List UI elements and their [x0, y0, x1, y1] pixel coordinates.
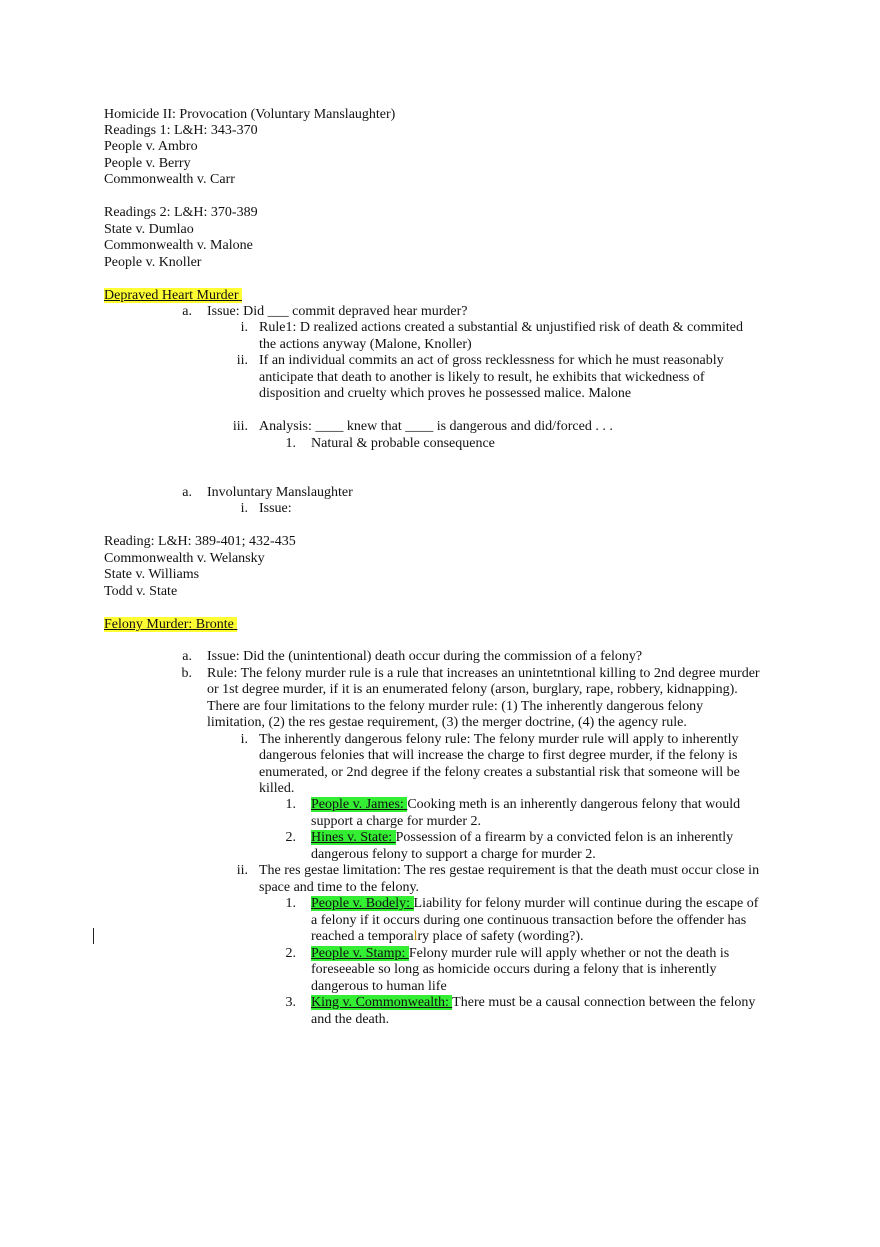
- inserted-character: l: [413, 929, 418, 944]
- list-marker: a.: [182, 485, 192, 500]
- depraved-natural: Natural & probable consequence: [311, 436, 495, 451]
- case-bodely-text: Liability for felony murder will continue during the escape of: [413, 896, 759, 911]
- case-dumlao: State v. Dumlao: [104, 222, 194, 237]
- case-stamp-line1: [311, 946, 729, 962]
- case-welansky: Commonwealth v. Welansky: [104, 551, 265, 566]
- felony-heading-text: Felony Murder: Bronte: [104, 617, 234, 632]
- case-james-name: People v. James:: [311, 797, 408, 812]
- list-marker: 1.: [285, 896, 296, 911]
- depraved-rule2-line3: disposition and cruelty which proves he possessed malice. Malone: [259, 386, 632, 401]
- case-bodely-line2: a felony if it occurs during one continuous transaction before the offender has: [311, 913, 747, 928]
- case-king-text: There must be a causal connection between the felony: [452, 995, 756, 1010]
- case-king-line2: and the death.: [311, 1012, 390, 1027]
- list-marker: i.: [240, 501, 248, 516]
- list-marker: ii.: [236, 353, 248, 368]
- case-king-line1: [311, 995, 755, 1011]
- depraved-rule2-line1: If an individual commits an act of gross recklessness for which he must reasonably: [259, 353, 724, 368]
- case-stamp-name: People v. Stamp:: [311, 946, 409, 961]
- document-title: Homicide II: Provocation (Voluntary Manslaughter): [104, 107, 396, 122]
- case-bodely-line3: reached a temporalry place of safety (wording?).: [311, 929, 584, 944]
- case-williams: State v. Williams: [104, 567, 200, 582]
- list-marker: 2.: [285, 830, 296, 845]
- text-cursor: [93, 928, 94, 944]
- list-marker: i.: [240, 732, 248, 747]
- case-hines-line1: [311, 830, 733, 846]
- list-marker: 1.: [285, 436, 296, 451]
- case-hines-text: Possession of a firearm by a convicted felon is an inherently: [395, 830, 734, 845]
- case-stamp-text: Felony murder rule will apply whether or not the death is: [408, 946, 730, 961]
- list-marker: iii.: [232, 419, 248, 434]
- case-james-line2: support a charge for murder 2.: [311, 814, 482, 829]
- case-james-line1: [311, 797, 740, 813]
- case-james-text: Cooking meth is an inherently dangerous felony that would: [407, 797, 741, 812]
- list-marker: ii.: [236, 863, 248, 878]
- case-king-name: King v. Commonwealth:: [311, 995, 453, 1010]
- inherent-line4: killed.: [259, 781, 295, 796]
- list-marker: a.: [182, 649, 192, 664]
- case-stamp-line2: foreseeable so long as homicide occurs during a felony that is inherently: [311, 962, 717, 977]
- reading-3: Reading: L&H: 389-401; 432-435: [104, 534, 296, 549]
- involuntary-title: Involuntary Manslaughter: [207, 485, 353, 500]
- readings-2: Readings 2: L&H: 370-389: [104, 205, 258, 220]
- case-hines-name: Hines v. State:: [311, 830, 396, 845]
- depraved-rule2-line2: anticipate that death to another is likely to result, he exhibits that wickedness of: [259, 370, 705, 385]
- inherent-line3: enumerated, or 2nd degree if the felony creates a substantial risk that someone will be: [259, 765, 740, 780]
- depraved-rule1-line1: Rule1: D realized actions created a substantial & unjustified risk of death & commited: [259, 320, 744, 335]
- felony-rule-line3: There are four limitations to the felony murder rule: (1) The inherently dangerous felony: [207, 699, 704, 714]
- case-berry: People v. Berry: [104, 156, 191, 171]
- case-malone: Commonwealth v. Malone: [104, 238, 253, 253]
- felony-rule-line1: Rule: The felony murder rule is a rule that increases an unintetntional killing to 2nd degree murder: [207, 666, 760, 681]
- depraved-issue: Issue: Did ___ commit depraved hear murder?: [207, 304, 468, 319]
- depraved-rule1-line2: the actions anyway (Malone, Knoller): [259, 337, 472, 352]
- depraved-heading: [104, 288, 242, 304]
- felony-rule-line4: limitation, (2) the res gestae requirement, (3) the merger doctrine, (4) the agency rule.: [207, 715, 687, 730]
- list-marker: 1.: [285, 797, 296, 812]
- depraved-analysis: Analysis: ____ knew that ____ is dangerous and did/forced . . .: [259, 419, 613, 434]
- case-bodely-line1: [311, 896, 758, 912]
- case-carr: Commonwealth v. Carr: [104, 172, 235, 187]
- involuntary-issue: Issue:: [259, 501, 292, 516]
- felony-issue: Issue: Did the (unintentional) death occur during the commission of a felony?: [207, 649, 643, 664]
- list-marker: 3.: [285, 995, 296, 1010]
- list-marker: 2.: [285, 946, 296, 961]
- list-marker: b.: [181, 666, 192, 681]
- case-ambro: People v. Ambro: [104, 139, 198, 154]
- felony-rule-line2: or 1st degree murder, if it is an enumerated felony (arson, burglary, rape, robbery, kidnapping).: [207, 682, 738, 697]
- list-marker: a.: [182, 304, 192, 319]
- case-stamp-line3: dangerous to human life: [311, 979, 447, 994]
- case-knoller: People v. Knoller: [104, 255, 202, 270]
- inherent-line2: dangerous felonies that will increase the charge to first degree murder, if the felony is: [259, 748, 738, 763]
- inherent-line1: The inherently dangerous felony rule: The felony murder rule will apply to inherently: [259, 732, 739, 747]
- res-gestae-line1: The res gestae limitation: The res gestae requirement is that the death must occur close in: [259, 863, 760, 878]
- res-gestae-line2: space and time to the felony.: [259, 880, 420, 895]
- felony-heading: [104, 617, 237, 633]
- case-bodely-name: People v. Bodely:: [311, 896, 414, 911]
- list-marker: i.: [240, 320, 248, 335]
- readings-1: Readings 1: L&H: 343-370: [104, 123, 258, 138]
- case-hines-line2: dangerous felony to support a charge for murder 2.: [311, 847, 596, 862]
- depraved-heading-text: Depraved Heart Murder: [104, 288, 239, 303]
- case-todd: Todd v. State: [104, 584, 178, 599]
